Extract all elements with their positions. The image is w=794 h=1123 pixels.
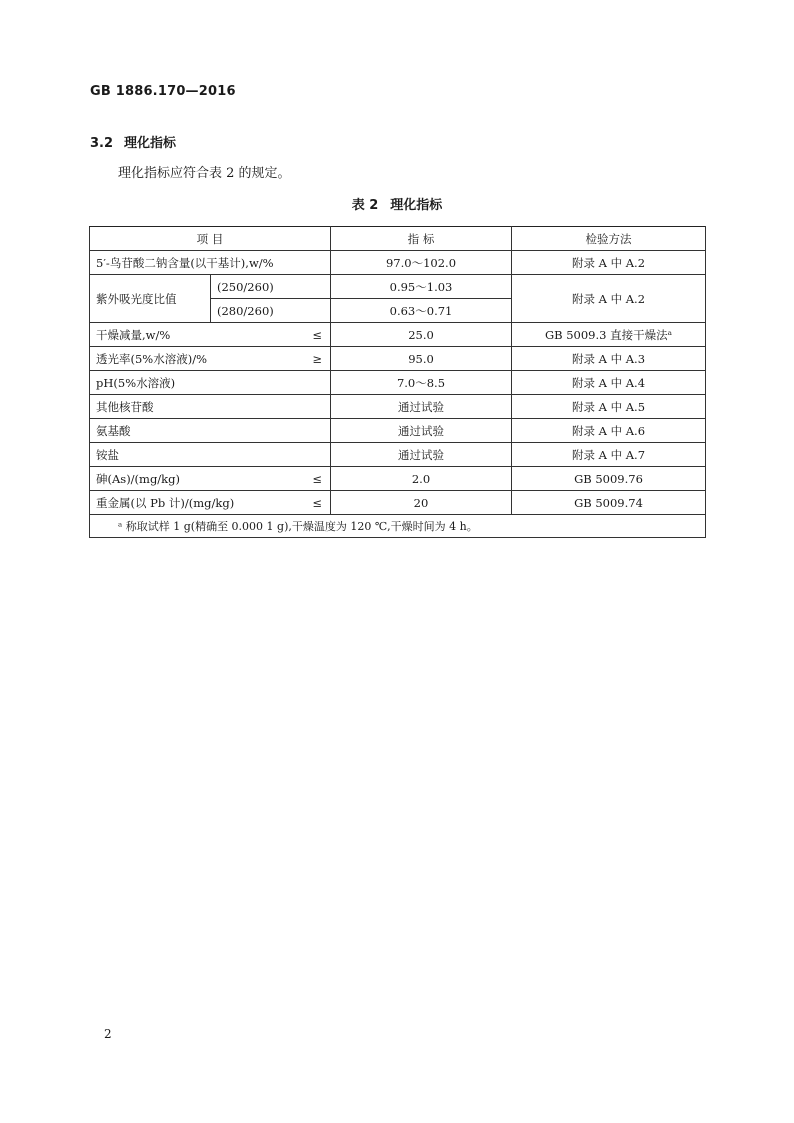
row-item bbox=[90, 491, 331, 515]
table-caption-label: 表 2 bbox=[351, 198, 379, 213]
row-index: 25.0 bbox=[331, 323, 512, 347]
row-item bbox=[90, 323, 331, 347]
table-row bbox=[90, 491, 706, 515]
row-method: GB 5009.74 bbox=[512, 491, 706, 515]
row-method: 附录 A 中 A.4 bbox=[512, 371, 706, 395]
section-title: 理化指标 bbox=[124, 136, 177, 151]
table-footnote: ᵃ 称取试样 1 g(精确至 0.000 1 g),干燥温度为 120 ℃,干燥时间为 4 h。 bbox=[90, 515, 706, 538]
table-caption-title: 理化指标 bbox=[390, 198, 443, 213]
section-paragraph: 理化指标应符合表 2 的规定。 bbox=[118, 166, 291, 181]
table-caption bbox=[0, 194, 794, 213]
row-item-label: pH(5%水溶液) bbox=[96, 375, 176, 390]
uv-ratio-sub2-index: 0.63～0.71 bbox=[331, 299, 512, 323]
row-method: 附录 A 中 A.6 bbox=[512, 419, 706, 443]
row-limit-symbol: ≤ bbox=[312, 327, 322, 342]
row-item-label: 透光率(5%水溶液)/% bbox=[96, 351, 208, 366]
row-index: 通过试验 bbox=[331, 419, 512, 443]
row-item bbox=[90, 443, 331, 467]
row-item-label: 铵盐 bbox=[96, 447, 119, 462]
table-row bbox=[90, 443, 706, 467]
row-item bbox=[90, 467, 331, 491]
row-index: 2.0 bbox=[331, 467, 512, 491]
row-limit-symbol: ≤ bbox=[312, 471, 322, 486]
row-index: 95.0 bbox=[331, 347, 512, 371]
table-row bbox=[90, 467, 706, 491]
row-item bbox=[90, 251, 331, 275]
row-index: 通过试验 bbox=[331, 395, 512, 419]
row-method: 附录 A 中 A.3 bbox=[512, 347, 706, 371]
row-method: 附录 A 中 A.7 bbox=[512, 443, 706, 467]
row-item bbox=[90, 419, 331, 443]
row-index: 20 bbox=[331, 491, 512, 515]
table-row bbox=[90, 395, 706, 419]
spec-table bbox=[89, 226, 706, 538]
table-row bbox=[90, 371, 706, 395]
row-item-label: 其他核苷酸 bbox=[96, 399, 154, 414]
row-item-label: 氨基酸 bbox=[96, 423, 131, 438]
row-index: 7.0～8.5 bbox=[331, 371, 512, 395]
row-item-label: 5′-鸟苷酸二钠含量(以干基计),w/% bbox=[96, 255, 274, 270]
header-item: 项 目 bbox=[90, 227, 331, 251]
row-method: GB 5009.3 直接干燥法ᵃ bbox=[512, 323, 706, 347]
row-index: 97.0～102.0 bbox=[331, 251, 512, 275]
table-footnote-row bbox=[90, 515, 706, 538]
row-method: 附录 A 中 A.5 bbox=[512, 395, 706, 419]
row-item bbox=[90, 347, 331, 371]
uv-ratio-sub1-label: (250/260) bbox=[211, 275, 331, 299]
uv-ratio-sub1-index: 0.95～1.03 bbox=[331, 275, 512, 299]
row-index: 通过试验 bbox=[331, 443, 512, 467]
header-method: 检验方法 bbox=[512, 227, 706, 251]
section-heading bbox=[90, 132, 176, 151]
table-row bbox=[90, 419, 706, 443]
row-item-label: 砷(As)/(mg/kg) bbox=[96, 471, 180, 486]
standard-code: GB 1886.170—2016 bbox=[90, 84, 236, 99]
table-row bbox=[90, 251, 706, 275]
row-item-label: 干燥减量,w/% bbox=[96, 327, 171, 342]
uv-ratio-sub2-label: (280/260) bbox=[211, 299, 331, 323]
uv-ratio-method: 附录 A 中 A.2 bbox=[512, 275, 706, 323]
row-item-label: 重金属(以 Pb 计)/(mg/kg) bbox=[96, 495, 235, 510]
table-row-uv bbox=[90, 275, 706, 299]
table-row bbox=[90, 347, 706, 371]
table-row bbox=[90, 323, 706, 347]
uv-ratio-item: 紫外吸光度比值 bbox=[90, 275, 211, 323]
row-item bbox=[90, 371, 331, 395]
row-limit-symbol: ≥ bbox=[312, 351, 322, 366]
row-method: GB 5009.76 bbox=[512, 467, 706, 491]
row-method: 附录 A 中 A.2 bbox=[512, 251, 706, 275]
row-item bbox=[90, 395, 331, 419]
row-limit-symbol: ≤ bbox=[312, 495, 322, 510]
section-number: 3.2 bbox=[90, 136, 114, 151]
header-index: 指 标 bbox=[331, 227, 512, 251]
page-number: 2 bbox=[104, 1027, 112, 1041]
